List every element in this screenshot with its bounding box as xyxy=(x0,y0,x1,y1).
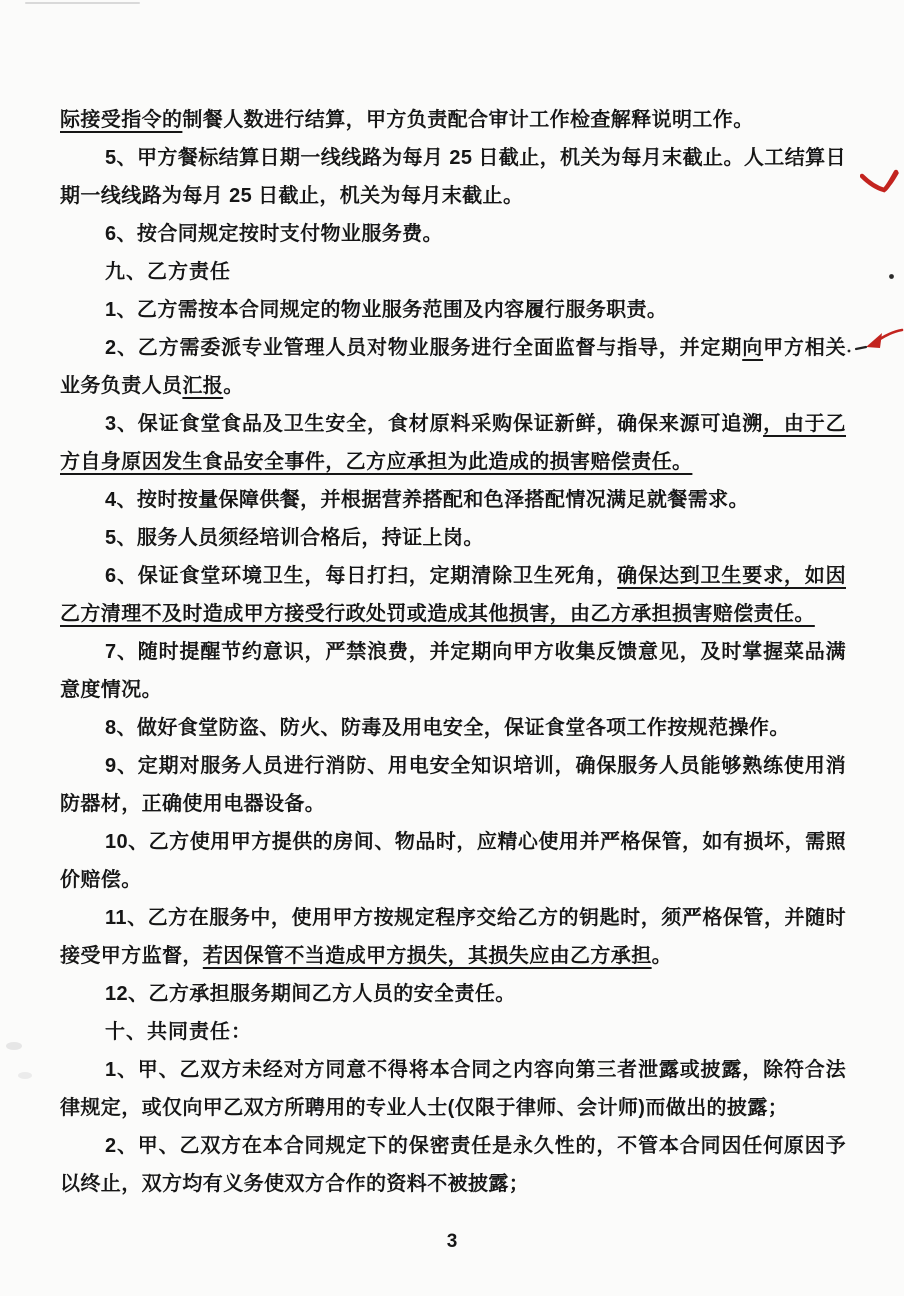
text-segment: 8、做好食堂防盗、防火、防毒及用电安全，保证食堂各项工作按规范操作。 xyxy=(105,717,790,739)
text-segment: 11、乙方在服务中，使用甲方按规定程序交给乙方的钥匙时，须严格保管，并随时接受甲方监督， xyxy=(60,907,846,967)
paper-smudge xyxy=(6,1042,22,1050)
paragraph xyxy=(60,633,846,709)
text-segment: 6、保证食堂环境卫生，每日打扫，定期清除卫生死角， xyxy=(105,565,618,587)
text-segment: 10、乙方使用甲方提供的房间、物品时，应精心使用并严格保管，如有损坏，需照价赔偿。 xyxy=(60,831,846,891)
paper-smudge xyxy=(18,1072,32,1079)
paragraph xyxy=(60,747,846,823)
text-segment: 7、随时提醒节约意识，严禁浪费，并定期向甲方收集反馈意见，及时掌握菜品满意度情况。 xyxy=(60,641,846,701)
paragraph xyxy=(60,975,846,1013)
paragraph xyxy=(60,557,846,633)
underlined-text: 若因保管不当造成甲方损失，其损失应由乙方承担 xyxy=(202,945,652,967)
text-segment: 4、按时按量保障供餐，并根据营养搭配和色泽搭配情况满足就餐需求。 xyxy=(105,489,749,511)
red-check-mark-icon xyxy=(860,168,904,198)
paragraph xyxy=(60,481,846,519)
text-segment: 3、保证食堂食品及卫生安全，食材原料采购保证新鲜，确保来源可追溯 xyxy=(105,413,764,435)
text-segment: 十、共同责任： xyxy=(105,1021,252,1043)
paragraph xyxy=(60,899,846,975)
paragraph xyxy=(60,405,846,481)
underlined-text: 确保达到卫生要求，如因乙方清理不及时造成甲方接受行政处罚或造成其他损害，由乙方承担损害赔偿责任。 xyxy=(60,565,846,625)
paragraph xyxy=(60,291,846,329)
underlined-text: ，由于乙方自身原因发生食品安全事件，乙方应承担为此造成的损害赔偿责任。 xyxy=(60,413,846,473)
section-heading xyxy=(60,1013,846,1051)
text-segment: 5、服务人员须经培训合格后，持证上岗。 xyxy=(105,527,484,549)
paragraph xyxy=(60,519,846,557)
text-segment: 9、定期对服务人员进行消防、用电安全知识培训，确保服务人员能够熟练使用消防器材，正确使用电器设备。 xyxy=(60,755,846,815)
text-segment: 甲方相关业务负责人员 xyxy=(60,337,846,397)
text-segment: 。 xyxy=(651,945,673,967)
text-segment: 6、按合同规定按时支付物业服务费。 xyxy=(105,223,443,245)
underlined-text: 向 xyxy=(742,337,764,359)
text-segment: 制餐人数进行结算，甲方负责配合审计工作检查解释说明工作。 xyxy=(182,109,754,131)
page-number: 3 xyxy=(446,1231,458,1252)
text-segment: 2、甲、乙双方在本合同规定下的保密责任是永久性的，不管本合同因任何原因予以终止，双方均有义务使双方合作的资料不被披露； xyxy=(60,1135,846,1195)
text-segment: 2、乙方需委派专业管理人员对物业服务进行全面监督与指导，并定期 xyxy=(105,337,743,359)
paragraph xyxy=(60,139,846,215)
paragraph xyxy=(60,215,846,253)
paragraph xyxy=(60,823,846,899)
text-segment: 。 xyxy=(223,375,244,397)
section-heading xyxy=(60,253,846,291)
text-segment: 九、乙方责任 xyxy=(105,261,231,283)
underlined-text: 汇报 xyxy=(182,375,224,397)
text-segment: 12、乙方承担服务期间乙方人员的安全责任。 xyxy=(105,983,516,1005)
text-segment: 5、甲方餐标结算日期一线线路为每月 25 日截止，机关为每月末截止。人工结算日期一线线路为每月 25 日截止，机关为每月末截止。 xyxy=(60,147,846,207)
red-arrow-scribble-icon xyxy=(844,321,904,353)
text-segment: 1、甲、乙双方未经对方同意不得将本合同之内容向第三者泄露或披露，除符合法律规定，或仅向甲乙双方所聘用的专业人士(仅限于律师、会计师)而做出的披露； xyxy=(60,1059,846,1119)
paragraph xyxy=(60,1051,846,1127)
document-body xyxy=(60,101,846,1203)
paragraph xyxy=(60,709,846,747)
scan-artifact-line xyxy=(25,2,140,4)
underlined-text: 际接受指令的 xyxy=(60,109,183,131)
paragraph xyxy=(60,1127,846,1203)
paragraph xyxy=(60,329,846,405)
text-segment: 1、乙方需按本合同规定的物业服务范围及内容履行服务职责。 xyxy=(105,299,668,321)
paragraph xyxy=(60,101,846,139)
ink-dot-icon xyxy=(888,273,895,280)
